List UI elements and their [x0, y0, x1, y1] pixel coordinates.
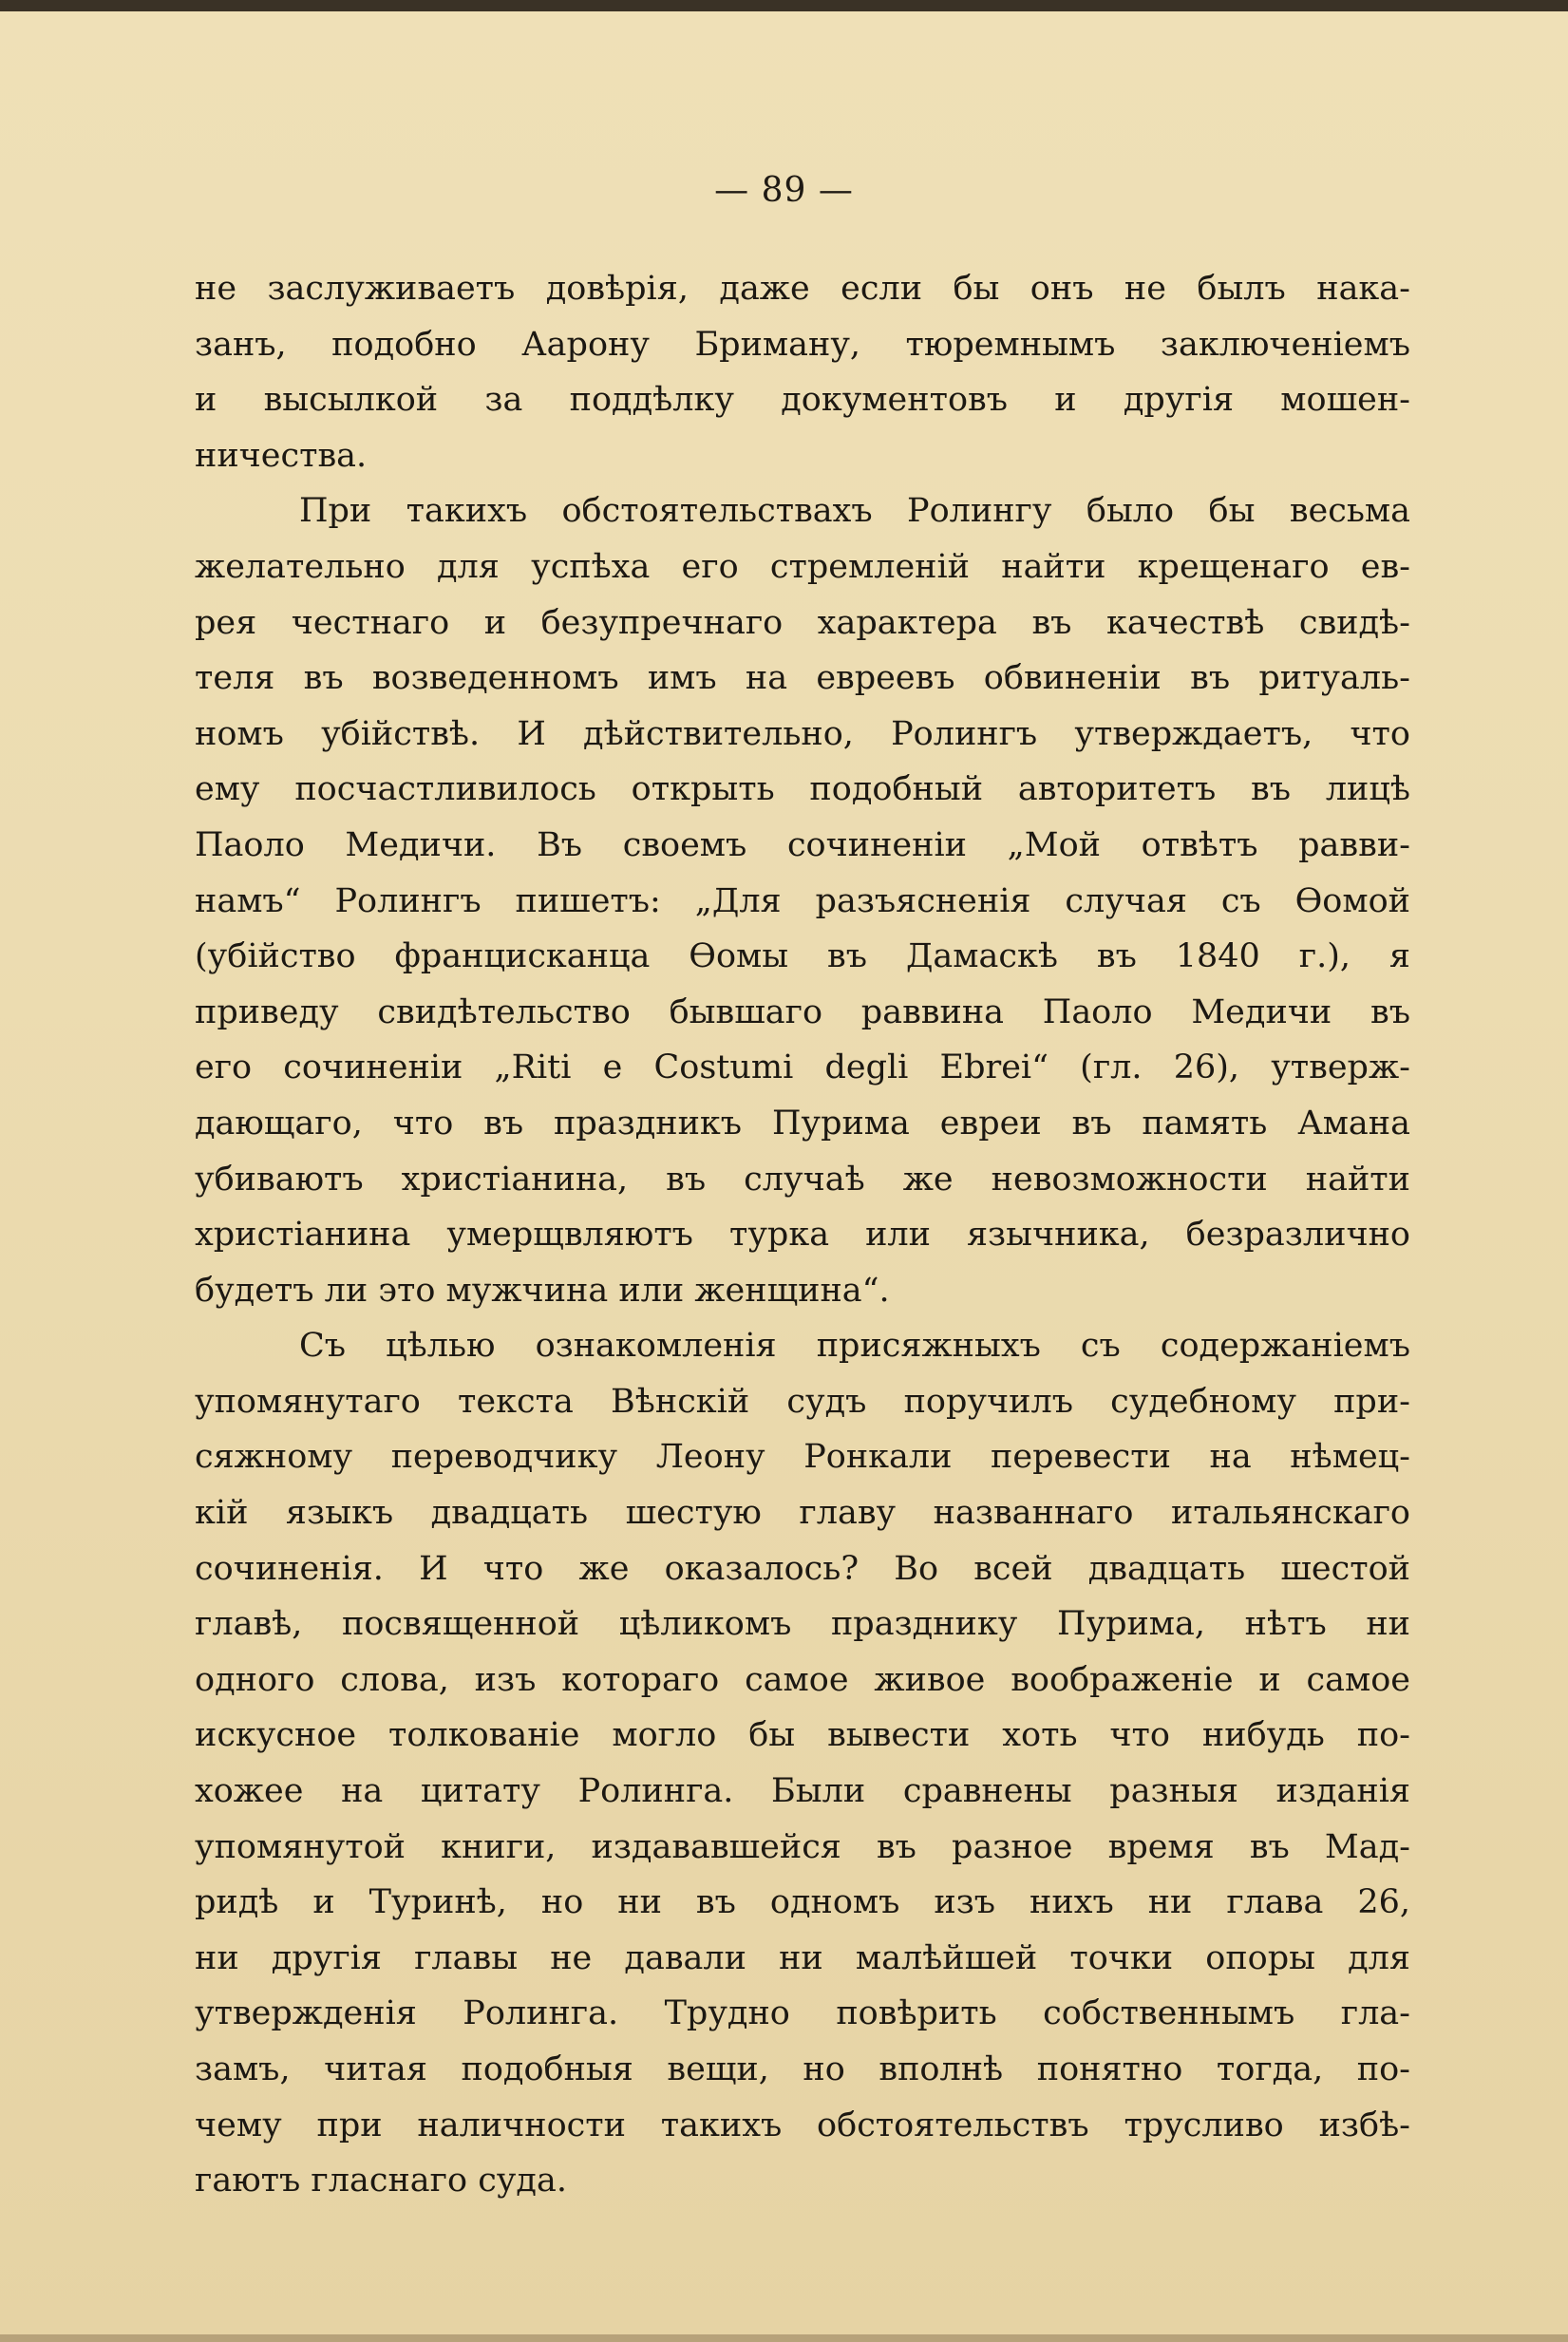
text-line: упомянутой книги, издававшейся въ разное время въ Мад- — [195, 1827, 1410, 1866]
text-line: ему посчастливилось открыть подобный авторитетъ въ лицѣ — [195, 770, 1410, 809]
text-line: гаютъ гласнаго суда. — [195, 2162, 567, 2200]
text-line: упомянутаго текста Вѣнскій судъ поручилъ судебному при- — [195, 1382, 1410, 1421]
body-text — [195, 261, 1410, 2209]
text-line: Съ цѣлью ознакомленія присяжныхъ съ содержаніемъ — [299, 1327, 1410, 1366]
text-line: приведу свидѣтельство бывшаго раввина Паоло Медичи въ — [195, 992, 1410, 1031]
text-line: Паоло Медичи. Въ своемъ сочиненіи „Мой отвѣтъ равви- — [195, 825, 1410, 864]
text-line: желательно для успѣха его стремленій найти крещенаго ев- — [195, 547, 1410, 586]
text-line: искусное толкованіе могло бы вывести хоть что нибудь по- — [195, 1716, 1410, 1755]
text-line: ни другія главы не давали ни малѣйшей точки опоры для — [195, 1938, 1410, 1977]
text-line: рея честнаго и безупречнаго характера въ качествѣ свидѣ- — [195, 603, 1410, 642]
page-number: — 89 — — [714, 171, 854, 210]
text-line: хожее на цитату Ролинга. Были сравнены разныя изданія — [195, 1772, 1410, 1811]
text-line: будетъ ли это мужчина или женщина“. — [195, 1271, 890, 1310]
text-line: сяжному переводчику Леону Ронкали перевести на нѣмец- — [195, 1438, 1410, 1477]
text-line: ничества. — [195, 436, 368, 475]
text-line: его сочиненіи „Riti e Costumi degli Ebrei“ (гл. 26), утверж- — [195, 1048, 1410, 1087]
text-line: и высылкой за поддѣлку документовъ и другія мошен- — [195, 381, 1410, 420]
text-line: сочиненія. И что же оказалось? Во всей двадцать шестой — [195, 1549, 1410, 1588]
text-line: занъ, подобно Аарону Бриману, тюремнымъ заключеніемъ — [195, 325, 1410, 364]
text-line: При такихъ обстоятельствахъ Ролингу было бы весьма — [299, 492, 1410, 531]
text-line: утвержденія Ролинга. Трудно повѣрить собственнымъ гла- — [195, 1994, 1410, 2033]
text-line: номъ убійствѣ. И дѣйствительно, Ролингъ утверждаетъ, что — [195, 714, 1410, 753]
text-line: дающаго, что въ праздникъ Пурима евреи въ память Амана — [195, 1104, 1410, 1143]
text-line: замъ, читая подобныя вещи, но вполнѣ понятно тогда, по- — [195, 2050, 1410, 2088]
page-bottom-edge — [0, 2334, 1568, 2342]
text-line: чему при наличности такихъ обстоятельствъ трусливо избѣ- — [195, 2106, 1410, 2144]
text-line: христіанина умерщвляютъ турка или язычника, безразлично — [195, 1216, 1410, 1255]
text-line: теля въ возведенномъ имъ на евреевъ обвиненіи въ ритуаль- — [195, 659, 1410, 698]
text-line: (убійство францисканца Ѳомы въ Дамаскѣ въ 1840 г.), я — [195, 937, 1410, 976]
text-line: убиваютъ христіанина, въ случаѣ же невозможности найти — [195, 1160, 1410, 1199]
text-line: ридѣ и Туринѣ, но ни въ одномъ изъ нихъ ни глава 26, — [195, 1883, 1410, 1922]
text-line: одного слова, изъ котораго самое живое воображеніе и самое — [195, 1660, 1410, 1699]
text-line: намъ“ Ролингъ пишетъ: „Для разъясненія случая съ Ѳомой — [195, 881, 1410, 920]
page-top-edge — [0, 0, 1568, 11]
text-line: кій языкъ двадцать шестую главу названнаго итальянскаго — [195, 1494, 1410, 1533]
text-line: не заслуживаетъ довѣрія, даже если бы онъ не былъ нака- — [195, 270, 1410, 308]
text-line: главѣ, посвященной цѣликомъ празднику Пурима, нѣтъ ни — [195, 1605, 1410, 1644]
